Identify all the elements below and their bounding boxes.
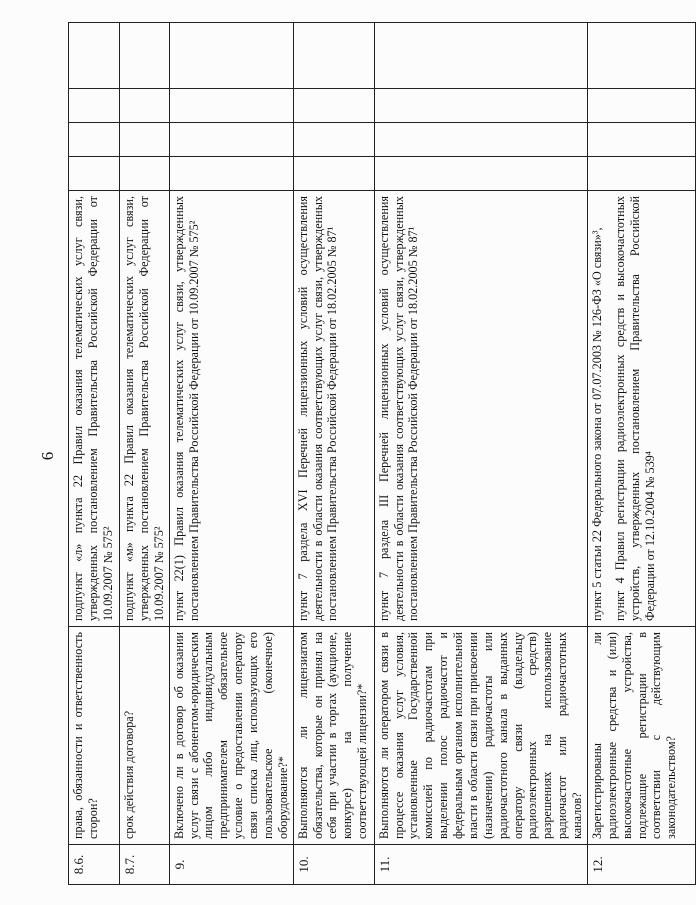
legal-basis-item: пункт 22(1) Правил оказания телематических услуг связи, утвержденных постановлением Правительства Российской Федерации от 10.09.2007 № 575² xyxy=(171,196,201,621)
notes-cell xyxy=(120,23,170,89)
spacer xyxy=(605,196,613,621)
answer-cell-na xyxy=(587,89,695,123)
notes-cell xyxy=(69,23,120,89)
answer-cell-yes xyxy=(169,157,293,191)
question-text: Выполняются ли лицензиатом обязательства, которые он принял на себя при участии в торгах (аукционе, конкурсе) на получение соответствующей лицензии?* xyxy=(293,627,374,845)
rotated-table-wrapper xyxy=(68,23,679,885)
legal-basis-item: подпункт «м» пункта 22 Правил оказания телематических услуг связи, утвержденных постановлением Правительства Российской Федерации от 10.09.2007 № 575² xyxy=(122,196,166,621)
legal-basis xyxy=(374,191,587,627)
answer-cell-na xyxy=(293,89,374,123)
notes-cell xyxy=(293,23,374,89)
row-number: 8.7. xyxy=(120,845,170,885)
answer-cell-no xyxy=(587,123,695,157)
answer-cell-yes xyxy=(374,157,587,191)
checklist-table xyxy=(68,22,696,885)
row-number: 11. xyxy=(374,845,587,885)
legal-basis xyxy=(69,191,120,627)
question-text: срок действия договора? xyxy=(120,627,170,845)
answer-cell-yes xyxy=(69,157,120,191)
answer-cell-na xyxy=(69,89,120,123)
legal-basis-item: пункт 7 раздела III Перечней лицензионных условий осуществления деятельности в области оказания соответствующих услуг связи, утвержденных постановлением Правительства Российской Федерации от 18.02.2005 № 87¹ xyxy=(376,196,421,621)
question-text: права, обязанности и ответственность сторон? xyxy=(69,627,120,845)
legal-basis xyxy=(120,191,170,627)
table-row xyxy=(374,23,587,885)
legal-basis-item: пункт 5 статьи 22 Федерального закона от 07.07.2003 № 126-ФЗ «О связи»³, xyxy=(589,227,604,621)
answer-cell-no xyxy=(120,123,170,157)
row-number: 10. xyxy=(293,845,374,885)
answer-cell-yes xyxy=(120,157,170,191)
answer-cell-na xyxy=(120,89,170,123)
question-text: Включено ли в договор об оказании услуг связи с абонентом-юридическим лицом либо индивидуальным предпринимателем обязательное условие о предоставлении оператору связи списка лиц, использующих его пользовательское (оконечное) оборудование?* xyxy=(169,627,293,845)
answer-cell-no xyxy=(374,123,587,157)
answer-cell-na xyxy=(169,89,293,123)
page-number: 6 xyxy=(38,451,57,461)
table-row xyxy=(587,23,695,885)
answer-cell-no xyxy=(293,123,374,157)
answer-cell-no xyxy=(69,123,120,157)
legal-basis-item: пункт 7 раздела XVI Перечней лицензионных условий осуществления деятельности в области оказания соответствующих услуг связи, утвержденных постановлением Правительства Российской Федерации от 18.02.2005 № 87¹ xyxy=(295,196,340,621)
answer-cell-no xyxy=(169,123,293,157)
notes-cell xyxy=(374,23,587,89)
legal-basis-item: подпункт «л» пункта 22 Правил оказания телематических услуг связи, утвержденных постановлением Правительства Российской Федерации от 10.09.2007 № 575² xyxy=(71,196,115,621)
row-number: 8.6. xyxy=(69,845,120,885)
answer-cell-na xyxy=(374,89,587,123)
notes-cell xyxy=(169,23,293,89)
table-row xyxy=(293,23,374,885)
answer-cell-yes xyxy=(587,157,695,191)
legal-basis-item: пункт 4 Правил регистрации радиоэлектронных средств и высокочастотных устройств, утвержденных постановлением Правительства Российской Федерации от 12.10.2004 № 539⁴ xyxy=(612,196,657,621)
answer-cell-yes xyxy=(293,157,374,191)
legal-basis xyxy=(587,191,695,627)
row-number: 9. xyxy=(169,845,293,885)
table-row xyxy=(69,23,120,885)
question-text: Выполняются ли оператором связи в процессе оказания услуг условия, установленные Государственной комиссией по радиочастотам при выделении полос радиочастот и федеральным органом исполнительной власти в области связи при присвоении (назначении) радиочастоты или радиочастотного канала в выданных оператору связи (владельцу радиоэлектронных средств) разрешениях на использование радиочастот или радиочастотных каналов? xyxy=(374,627,587,845)
legal-basis xyxy=(169,191,293,627)
table-row xyxy=(120,23,170,885)
row-number: 12. xyxy=(587,845,695,885)
question-text: Зарегистрированы ли радиоэлектронные средства и (или) высокочастотные устройства, подлежащие регистрации в соответствии с действующим законодательством? xyxy=(587,627,695,845)
table-row xyxy=(169,23,293,885)
legal-basis xyxy=(293,191,374,627)
notes-cell xyxy=(587,23,695,89)
